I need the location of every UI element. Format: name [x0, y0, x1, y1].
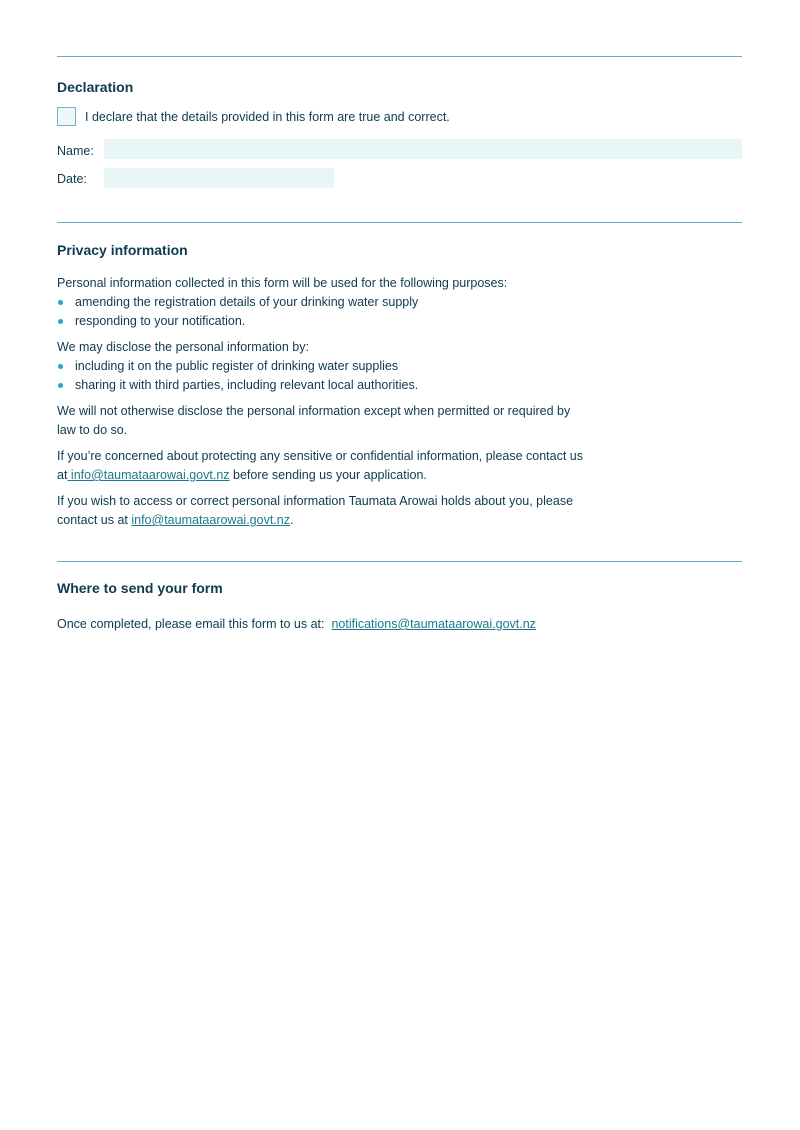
info-email-link[interactable]: info@taumataarowai.govt.nz [131, 513, 290, 527]
send-heading: Where to send your form [57, 580, 223, 596]
access-paragraph: If you wish to access or correct personal information Taumata Arowai holds about you, please contact us at info@taumataarowai.govt.nz. [57, 494, 574, 527]
section-divider [57, 222, 742, 223]
list-item: amending the registration details of your drinking water supply [57, 293, 418, 312]
date-label: Date: [57, 172, 87, 186]
purposes-list [57, 293, 418, 331]
not-disclose-paragraph: We will not otherwise disclose the personal information except when permitted or required by law to do so. [57, 404, 571, 437]
bullet-icon [58, 364, 63, 369]
name-label: Name: [57, 144, 94, 158]
list-item: including it on the public register of drinking water supplies [57, 357, 418, 376]
name-field[interactable] [104, 139, 742, 159]
notifications-email-link[interactable]: notifications@taumataarowai.govt.nz [331, 617, 536, 631]
bullet-icon [58, 319, 63, 324]
bullet-icon [58, 300, 63, 305]
declaration-checkbox[interactable] [57, 107, 76, 126]
disclosures-list [57, 357, 418, 395]
privacy-intro: Personal information collected in this form will be used for the following purposes: [57, 276, 508, 290]
list-item: responding to your notification. [57, 312, 418, 331]
section-divider [57, 56, 742, 57]
date-field[interactable] [104, 168, 334, 188]
bullet-icon [58, 383, 63, 388]
privacy-heading: Privacy information [57, 242, 188, 258]
send-paragraph: Once completed, please email this form to us at: notifications@taumataarowai.govt.nz [57, 617, 536, 631]
section-divider [57, 561, 742, 562]
info-email-link[interactable]: info@taumataarowai.govt.nz [67, 468, 230, 482]
declaration-heading: Declaration [57, 79, 134, 95]
declaration-checkbox-label: I declare that the details provided in this form are true and correct. [85, 110, 450, 124]
disclose-intro: We may disclose the personal information by: [57, 340, 309, 354]
concern-paragraph: If you’re concerned about protecting any sensitive or confidential information, please contact us at info@taumataarowai.govt.nz before sending us your application. [57, 449, 584, 482]
list-item: sharing it with third parties, including relevant local authorities. [57, 376, 418, 395]
